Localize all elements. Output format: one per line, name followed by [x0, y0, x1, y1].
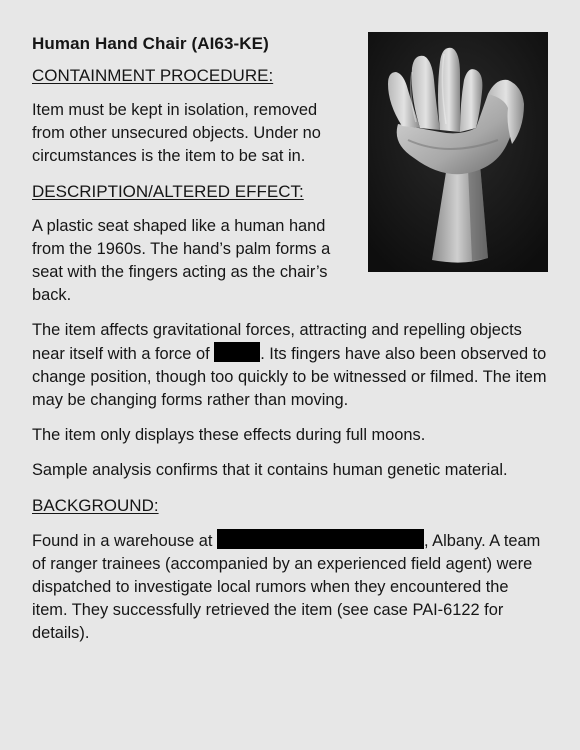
description-paragraph-1: A plastic seat shaped like a human hand from the 1960s. The hand’s palm forms a seat with the fingers acting as the chair’s back.: [32, 217, 331, 304]
document-title: Human Hand Chair (AI63-KE): [32, 34, 269, 53]
hand-chair-icon: [368, 32, 548, 272]
background-paragraph: [32, 529, 548, 645]
description-paragraph-2: [32, 319, 548, 412]
background-paragraph-end: , Albany. A team of ranger trainees (accompanied by an experienced field agent) were dispatched to investigate local rumors when they encountered the item. They successfully retrieved the item (see case PAI-6122 for details).: [32, 532, 541, 642]
containment-heading: CONTAINMENT PROCEDURE:: [32, 66, 274, 85]
description-paragraph-2-start: The item affects gravitational forces, attracting and repelling objects near itself with a force of: [32, 321, 522, 363]
description-paragraph-4: Sample analysis confirms that it contains human genetic material.: [32, 461, 508, 479]
containment-body: Item must be kept in isolation, removed from other unsecured objects. Under no circumstances is the item to be sat in.: [32, 101, 321, 165]
background-heading: BACKGROUND:: [32, 496, 159, 515]
hand-chair-photo: [368, 32, 548, 272]
background-paragraph-start: Found in a warehouse at: [32, 532, 217, 550]
description-heading: DESCRIPTION/ALTERED EFFECT:: [32, 182, 304, 201]
description-paragraph-3: The item only displays these effects during full moons.: [32, 426, 426, 444]
redaction-bar: [217, 529, 424, 549]
redaction-bar: [214, 342, 260, 362]
description-paragraph-2-end: . Its fingers have also been observed to change position, though too quickly to be witnessed or filmed. The item may be changing forms rather than moving.: [32, 345, 547, 409]
